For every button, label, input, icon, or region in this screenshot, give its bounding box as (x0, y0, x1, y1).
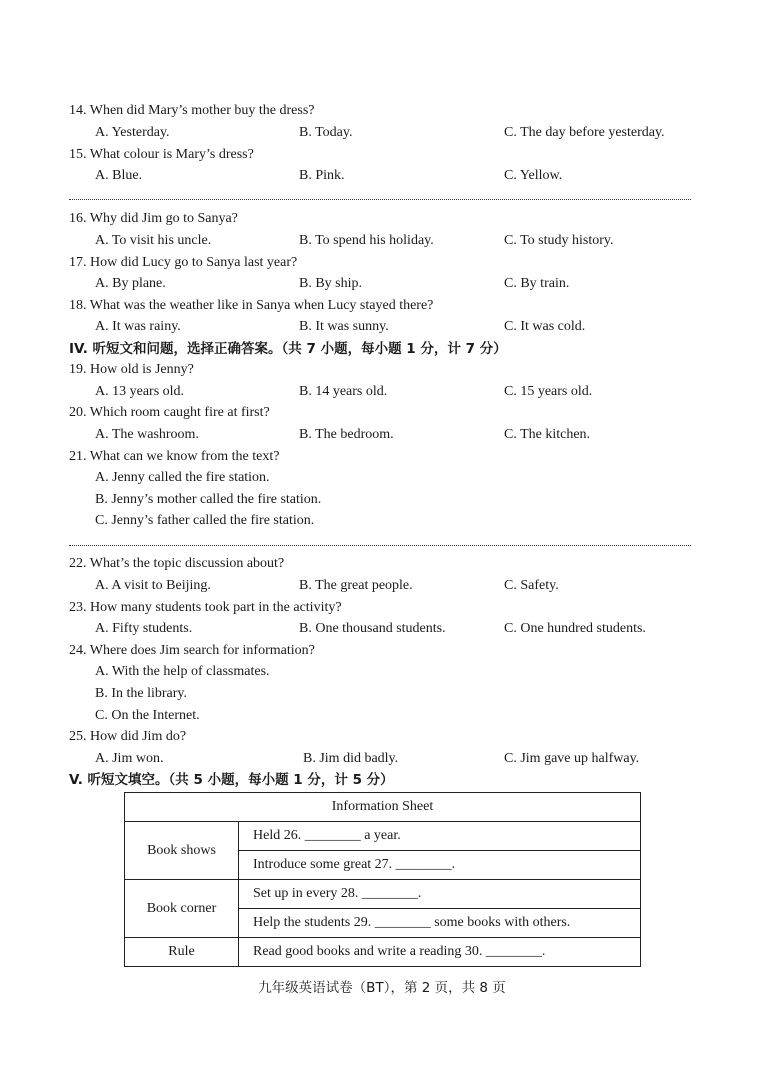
option-18a: A. It was rainy. (95, 319, 181, 334)
option-21a: A. Jenny called the fire station. (95, 470, 270, 485)
option-25b: B. Jim did badly. (303, 751, 399, 766)
section-4-title: IV. 听短文和问题，选择正确答案。（共 7 小题，每小题 1 分，计 7 分） (69, 341, 507, 357)
option-15a: A. Blue. (95, 168, 143, 183)
option-17c: C. By train. (504, 276, 570, 291)
option-20b: B. The bedroom. (299, 427, 394, 442)
option-14b: B. Today. (299, 125, 353, 140)
option-24a: A. With the help of classmates. (95, 664, 270, 679)
category-rule: Rule (125, 938, 239, 967)
dotted-divider (69, 545, 691, 546)
option-16b: B. To spend his holiday. (299, 233, 434, 248)
option-22a: A. A visit to Beijing. (95, 578, 211, 593)
blank-29-cell: Help the students 29. ________ some books with others. (239, 909, 641, 938)
question-24: 24. Where does Jim search for information? (69, 643, 315, 658)
option-18b: B. It was sunny. (299, 319, 389, 334)
option-19c: C. 15 years old. (504, 384, 593, 399)
option-17a: A. By plane. (95, 276, 166, 291)
option-25a: A. Jim won. (95, 751, 164, 766)
dotted-divider (69, 199, 691, 200)
option-14a: A. Yesterday. (95, 125, 170, 140)
question-20: 20. Which room caught fire at first? (69, 405, 270, 420)
option-20a: A. The washroom. (95, 427, 199, 442)
option-24c: C. On the Internet. (95, 708, 200, 723)
question-18: 18. What was the weather like in Sanya when Lucy stayed there? (69, 298, 434, 313)
question-25: 25. How did Jim do? (69, 729, 187, 744)
option-22b: B. The great people. (299, 578, 413, 593)
option-16c: C. To study history. (504, 233, 614, 248)
category-book-shows: Book shows (125, 822, 239, 880)
option-23a: A. Fifty students. (95, 621, 193, 636)
option-24b: B. In the library. (95, 686, 188, 701)
table-title: Information Sheet (125, 793, 641, 822)
option-19a: A. 13 years old. (95, 384, 185, 399)
option-16a: A. To visit his uncle. (95, 233, 212, 248)
option-15b: B. Pink. (299, 168, 345, 183)
section-5-title: V. 听短文填空。（共 5 小题，每小题 1 分，计 5 分） (69, 772, 394, 788)
question-23: 23. How many students took part in the activity? (69, 600, 342, 615)
option-19b: B. 14 years old. (299, 384, 388, 399)
category-book-corner: Book corner (125, 880, 239, 938)
question-19: 19. How old is Jenny? (69, 362, 194, 377)
blank-26-cell: Held 26. ________ a year. (239, 822, 641, 851)
option-22c: C. Safety. (504, 578, 559, 593)
option-25c: C. Jim gave up halfway. (504, 751, 640, 766)
question-22: 22. What’s the topic discussion about? (69, 556, 285, 571)
question-21: 21. What can we know from the text? (69, 449, 280, 464)
information-sheet-table (124, 792, 641, 967)
question-17: 17. How did Lucy go to Sanya last year? (69, 255, 298, 270)
option-20c: C. The kitchen. (504, 427, 591, 442)
option-18c: C. It was cold. (504, 319, 586, 334)
blank-28-cell: Set up in every 28. ________. (239, 880, 641, 909)
option-21b: B. Jenny’s mother called the fire station. (95, 492, 322, 507)
blank-27-cell: Introduce some great 27. ________. (239, 851, 641, 880)
page-footer: 九年级英语试卷（BT），第 2 页，共 8 页 (258, 980, 506, 996)
option-21c: C. Jenny’s father called the fire station. (95, 513, 315, 528)
option-17b: B. By ship. (299, 276, 363, 291)
blank-30-cell: Read good books and write a reading 30. ________. (239, 938, 641, 967)
question-14: 14. When did Mary’s mother buy the dress? (69, 103, 315, 118)
question-16: 16. Why did Jim go to Sanya? (69, 211, 238, 226)
option-15c: C. Yellow. (504, 168, 563, 183)
option-23b: B. One thousand students. (299, 621, 446, 636)
option-23c: C. One hundred students. (504, 621, 646, 636)
option-14c: C. The day before yesterday. (504, 125, 665, 140)
question-15: 15. What colour is Mary’s dress? (69, 147, 254, 162)
